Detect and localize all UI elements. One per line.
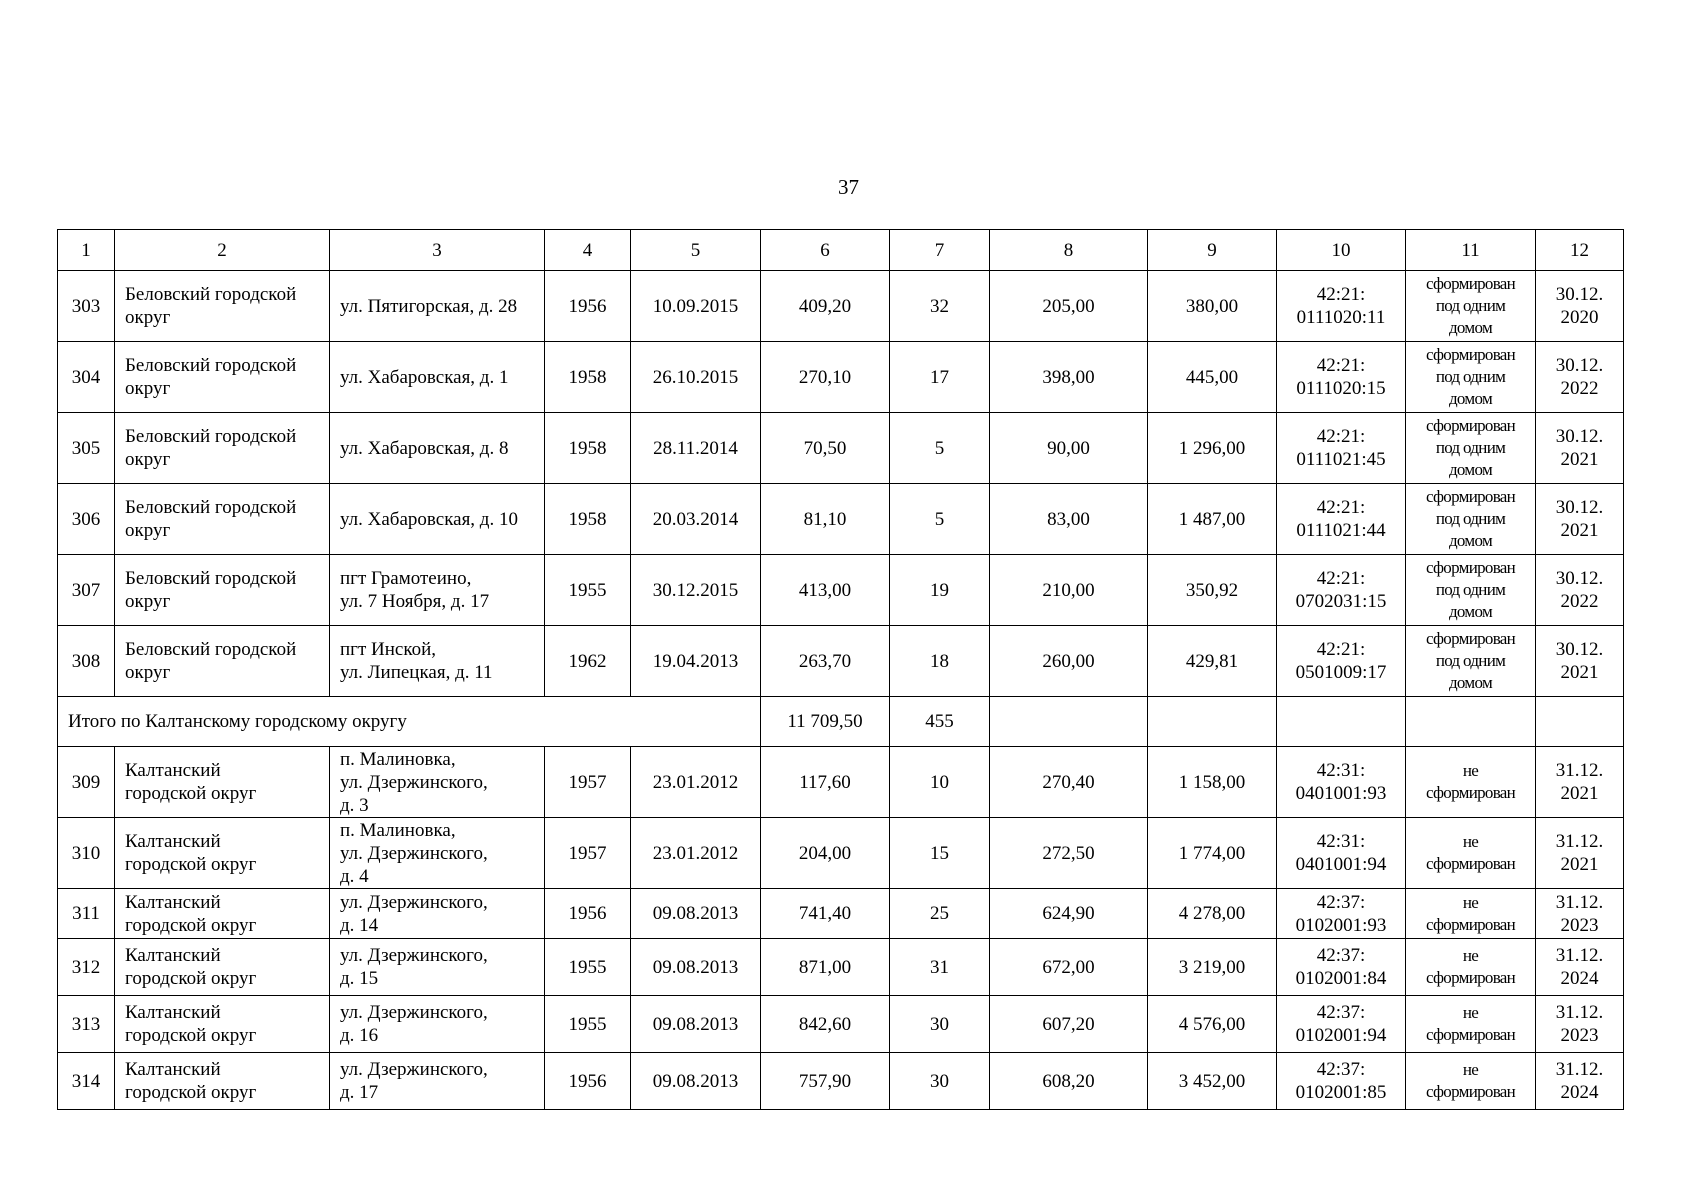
status-cell: сформирован под одним домом xyxy=(1406,271,1536,342)
table-row xyxy=(58,555,1624,626)
date-cell: 09.08.2013 xyxy=(631,939,761,996)
row-number: 310 xyxy=(58,818,115,889)
date-cell: 26.10.2015 xyxy=(631,342,761,413)
area-cell: 871,00 xyxy=(761,939,890,996)
table-row xyxy=(58,818,1624,889)
residents-cell: 18 xyxy=(890,626,990,697)
land-cell: 90,00 xyxy=(990,413,1148,484)
land-cell: 270,40 xyxy=(990,747,1148,818)
date-cell: 09.08.2013 xyxy=(631,889,761,939)
row-number: 311 xyxy=(58,889,115,939)
status-cell: сформирован под одним домом xyxy=(1406,555,1536,626)
table-row xyxy=(58,626,1624,697)
empty-cell xyxy=(1406,697,1536,747)
housing-registry-table xyxy=(57,229,1624,1110)
status-cell: сформирован под одним домом xyxy=(1406,626,1536,697)
cadastral-cell: 42:37: 0102001:84 xyxy=(1277,939,1406,996)
date-cell: 09.08.2013 xyxy=(631,996,761,1053)
cadastral-cell: 42:21: 0702031:15 xyxy=(1277,555,1406,626)
area-cell: 263,70 xyxy=(761,626,890,697)
municipality-cell: Беловский городской округ xyxy=(115,484,330,555)
table-row xyxy=(58,939,1624,996)
column-header: 8 xyxy=(990,230,1148,271)
deadline-cell: 30.12. 2022 xyxy=(1536,342,1624,413)
address-cell: ул. Дзержинского, д. 14 xyxy=(330,889,545,939)
address-cell: ул. Хабаровская, д. 10 xyxy=(330,484,545,555)
municipality-cell: Беловский городской округ xyxy=(115,555,330,626)
residents-cell: 30 xyxy=(890,1053,990,1110)
land-cell: 608,20 xyxy=(990,1053,1148,1110)
row-number: 312 xyxy=(58,939,115,996)
municipality-cell: Беловский городской округ xyxy=(115,342,330,413)
table-row xyxy=(58,413,1624,484)
area-cell: 81,10 xyxy=(761,484,890,555)
residents-cell: 10 xyxy=(890,747,990,818)
cost-cell: 1 158,00 xyxy=(1148,747,1277,818)
address-cell: ул. Хабаровская, д. 8 xyxy=(330,413,545,484)
land-cell: 205,00 xyxy=(990,271,1148,342)
date-cell: 30.12.2015 xyxy=(631,555,761,626)
column-header: 12 xyxy=(1536,230,1624,271)
area-cell: 409,20 xyxy=(761,271,890,342)
residents-cell: 5 xyxy=(890,484,990,555)
status-cell: не сформирован xyxy=(1406,996,1536,1053)
deadline-cell: 30.12. 2021 xyxy=(1536,413,1624,484)
residents-cell: 32 xyxy=(890,271,990,342)
land-cell: 260,00 xyxy=(990,626,1148,697)
table-row xyxy=(58,996,1624,1053)
row-number: 303 xyxy=(58,271,115,342)
land-cell: 83,00 xyxy=(990,484,1148,555)
address-cell: пгт Инской, ул. Липецкая, д. 11 xyxy=(330,626,545,697)
status-cell: не сформирован xyxy=(1406,939,1536,996)
cost-cell: 3 452,00 xyxy=(1148,1053,1277,1110)
cost-cell: 1 487,00 xyxy=(1148,484,1277,555)
land-cell: 672,00 xyxy=(990,939,1148,996)
cost-cell: 4 278,00 xyxy=(1148,889,1277,939)
date-cell: 23.01.2012 xyxy=(631,818,761,889)
land-cell: 607,20 xyxy=(990,996,1148,1053)
year-cell: 1958 xyxy=(545,342,631,413)
municipality-cell: Беловский городской округ xyxy=(115,271,330,342)
cadastral-cell: 42:37: 0102001:94 xyxy=(1277,996,1406,1053)
year-cell: 1956 xyxy=(545,889,631,939)
area-cell: 70,50 xyxy=(761,413,890,484)
municipality-cell: Беловский городской округ xyxy=(115,413,330,484)
municipality-cell: Калтанский городской округ xyxy=(115,889,330,939)
year-cell: 1955 xyxy=(545,939,631,996)
date-cell: 09.08.2013 xyxy=(631,1053,761,1110)
year-cell: 1956 xyxy=(545,1053,631,1110)
cadastral-cell: 42:21: 0111020:15 xyxy=(1277,342,1406,413)
cadastral-cell: 42:21: 0501009:17 xyxy=(1277,626,1406,697)
column-header: 9 xyxy=(1148,230,1277,271)
column-header: 6 xyxy=(761,230,890,271)
area-cell: 270,10 xyxy=(761,342,890,413)
table-row xyxy=(58,1053,1624,1110)
column-header: 11 xyxy=(1406,230,1536,271)
land-cell: 398,00 xyxy=(990,342,1148,413)
row-number: 304 xyxy=(58,342,115,413)
table-row xyxy=(58,342,1624,413)
area-cell: 757,90 xyxy=(761,1053,890,1110)
cadastral-cell: 42:37: 0102001:93 xyxy=(1277,889,1406,939)
date-cell: 19.04.2013 xyxy=(631,626,761,697)
deadline-cell: 30.12. 2020 xyxy=(1536,271,1624,342)
table-row xyxy=(58,747,1624,818)
area-cell: 741,40 xyxy=(761,889,890,939)
year-cell: 1955 xyxy=(545,555,631,626)
deadline-cell: 31.12. 2024 xyxy=(1536,939,1624,996)
municipality-cell: Калтанский городской округ xyxy=(115,818,330,889)
status-cell: сформирован под одним домом xyxy=(1406,342,1536,413)
area-cell: 842,60 xyxy=(761,996,890,1053)
cost-cell: 380,00 xyxy=(1148,271,1277,342)
deadline-cell: 30.12. 2021 xyxy=(1536,484,1624,555)
residents-cell: 31 xyxy=(890,939,990,996)
year-cell: 1957 xyxy=(545,818,631,889)
column-header: 4 xyxy=(545,230,631,271)
cost-cell: 1 296,00 xyxy=(1148,413,1277,484)
residents-cell: 17 xyxy=(890,342,990,413)
column-number-row xyxy=(58,230,1624,271)
empty-cell xyxy=(990,697,1148,747)
year-cell: 1957 xyxy=(545,747,631,818)
row-number: 309 xyxy=(58,747,115,818)
cadastral-cell: 42:21: 0111021:44 xyxy=(1277,484,1406,555)
cadastral-cell: 42:31: 0401001:94 xyxy=(1277,818,1406,889)
deadline-cell: 31.12. 2024 xyxy=(1536,1053,1624,1110)
subtotal-row xyxy=(58,697,1624,747)
empty-cell xyxy=(1277,697,1406,747)
residents-cell: 5 xyxy=(890,413,990,484)
column-header: 3 xyxy=(330,230,545,271)
address-cell: ул. Дзержинского, д. 16 xyxy=(330,996,545,1053)
status-cell: сформирован под одним домом xyxy=(1406,413,1536,484)
address-cell: п. Малиновка, ул. Дзержинского, д. 4 xyxy=(330,818,545,889)
table-row xyxy=(58,271,1624,342)
page-number: 37 xyxy=(838,175,859,199)
column-header: 5 xyxy=(631,230,761,271)
municipality-cell: Калтанский городской округ xyxy=(115,996,330,1053)
year-cell: 1962 xyxy=(545,626,631,697)
address-cell: пгт Грамотеино, ул. 7 Ноября, д. 17 xyxy=(330,555,545,626)
subtotal-label: Итого по Калтанскому городскому округу xyxy=(58,697,761,747)
year-cell: 1956 xyxy=(545,271,631,342)
cost-cell: 3 219,00 xyxy=(1148,939,1277,996)
empty-cell xyxy=(1536,697,1624,747)
deadline-cell: 30.12. 2021 xyxy=(1536,626,1624,697)
date-cell: 28.11.2014 xyxy=(631,413,761,484)
date-cell: 23.01.2012 xyxy=(631,747,761,818)
status-cell: сформирован под одним домом xyxy=(1406,484,1536,555)
area-cell: 204,00 xyxy=(761,818,890,889)
cadastral-cell: 42:31: 0401001:93 xyxy=(1277,747,1406,818)
column-header: 1 xyxy=(58,230,115,271)
cadastral-cell: 42:21: 0111021:45 xyxy=(1277,413,1406,484)
deadline-cell: 30.12. 2022 xyxy=(1536,555,1624,626)
area-cell: 117,60 xyxy=(761,747,890,818)
status-cell: не сформирован xyxy=(1406,818,1536,889)
column-header: 10 xyxy=(1277,230,1406,271)
residents-cell: 15 xyxy=(890,818,990,889)
year-cell: 1958 xyxy=(545,413,631,484)
address-cell: ул. Пятигорская, д. 28 xyxy=(330,271,545,342)
status-cell: не сформирован xyxy=(1406,889,1536,939)
cadastral-cell: 42:37: 0102001:85 xyxy=(1277,1053,1406,1110)
date-cell: 20.03.2014 xyxy=(631,484,761,555)
municipality-cell: Калтанский городской округ xyxy=(115,747,330,818)
address-cell: ул. Дзержинского, д. 17 xyxy=(330,1053,545,1110)
row-number: 313 xyxy=(58,996,115,1053)
municipality-cell: Беловский городской округ xyxy=(115,626,330,697)
municipality-cell: Калтанский городской округ xyxy=(115,939,330,996)
subtotal-area: 11 709,50 xyxy=(761,697,890,747)
row-number: 305 xyxy=(58,413,115,484)
cost-cell: 429,81 xyxy=(1148,626,1277,697)
row-number: 306 xyxy=(58,484,115,555)
cost-cell: 4 576,00 xyxy=(1148,996,1277,1053)
residents-cell: 25 xyxy=(890,889,990,939)
year-cell: 1958 xyxy=(545,484,631,555)
area-cell: 413,00 xyxy=(761,555,890,626)
column-header: 7 xyxy=(890,230,990,271)
status-cell: не сформирован xyxy=(1406,1053,1536,1110)
cost-cell: 350,92 xyxy=(1148,555,1277,626)
municipality-cell: Калтанский городской округ xyxy=(115,1053,330,1110)
residents-cell: 30 xyxy=(890,996,990,1053)
deadline-cell: 31.12. 2021 xyxy=(1536,747,1624,818)
residents-cell: 19 xyxy=(890,555,990,626)
date-cell: 10.09.2015 xyxy=(631,271,761,342)
row-number: 314 xyxy=(58,1053,115,1110)
cadastral-cell: 42:21: 0111020:11 xyxy=(1277,271,1406,342)
address-cell: ул. Хабаровская, д. 1 xyxy=(330,342,545,413)
land-cell: 272,50 xyxy=(990,818,1148,889)
address-cell: ул. Дзержинского, д. 15 xyxy=(330,939,545,996)
land-cell: 210,00 xyxy=(990,555,1148,626)
row-number: 307 xyxy=(58,555,115,626)
deadline-cell: 31.12. 2023 xyxy=(1536,996,1624,1053)
subtotal-residents: 455 xyxy=(890,697,990,747)
land-cell: 624,90 xyxy=(990,889,1148,939)
address-cell: п. Малиновка, ул. Дзержинского, д. 3 xyxy=(330,747,545,818)
column-header: 2 xyxy=(115,230,330,271)
empty-cell xyxy=(1148,697,1277,747)
deadline-cell: 31.12. 2021 xyxy=(1536,818,1624,889)
year-cell: 1955 xyxy=(545,996,631,1053)
cost-cell: 445,00 xyxy=(1148,342,1277,413)
table-row xyxy=(58,889,1624,939)
table-row xyxy=(58,484,1624,555)
cost-cell: 1 774,00 xyxy=(1148,818,1277,889)
deadline-cell: 31.12. 2023 xyxy=(1536,889,1624,939)
status-cell: не сформирован xyxy=(1406,747,1536,818)
row-number: 308 xyxy=(58,626,115,697)
